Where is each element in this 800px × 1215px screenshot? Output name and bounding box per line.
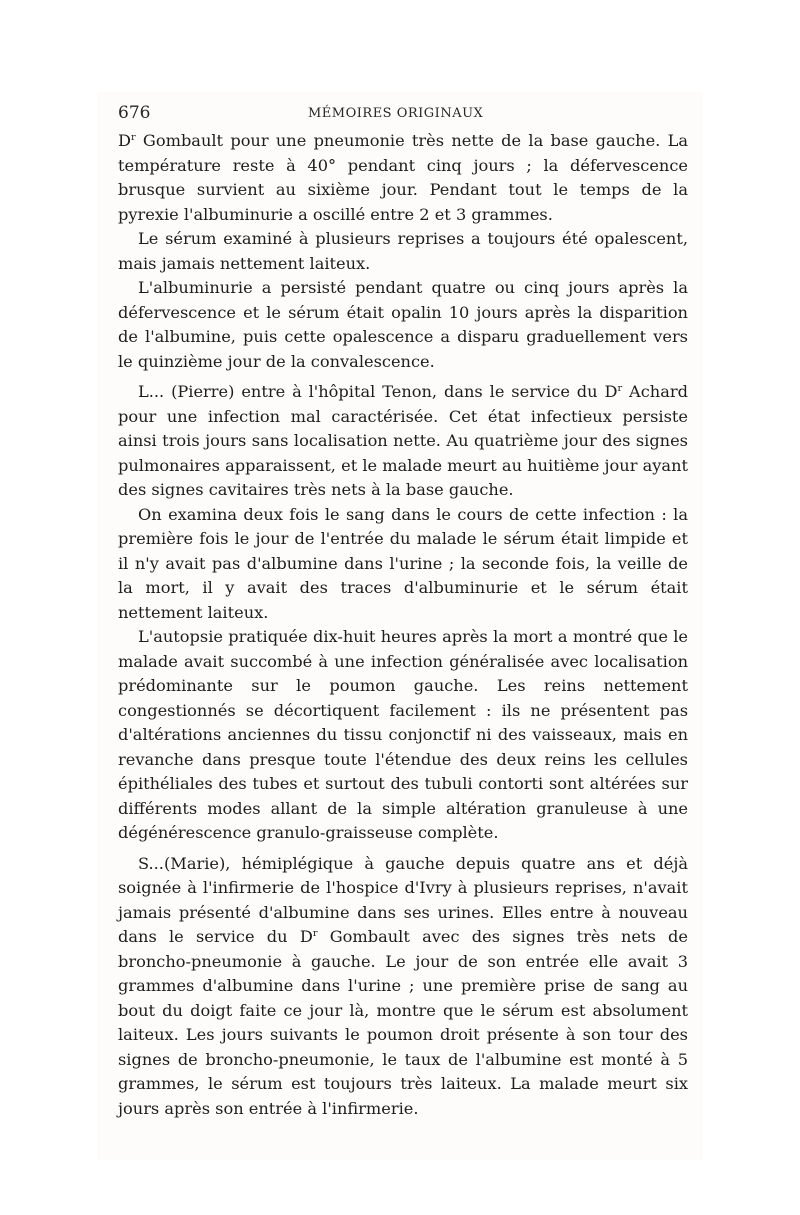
paragraph-1-title: D <box>118 131 131 150</box>
paragraph-4 <box>118 380 688 503</box>
paragraph-1-sup: r <box>130 132 136 144</box>
paragraph-1 <box>118 129 688 227</box>
paragraph-4-sup: r <box>617 383 623 395</box>
page-header <box>118 101 688 125</box>
paragraph-3: L'albuminurie a persisté pendant quatre ou cinq jours après la défervescence et le sérum était opalin 10 jours après la disparition de l'albumine, puis cette opalescence a disparu graduellement vers le quinzième jour de la convalescence. <box>118 278 688 371</box>
paragraph-4-text-after: Achard pour une infection mal caractérisée. Cet état infectieux persiste ainsi trois jours sans localisation nette. Au quatrième jour des signes pulmonaires apparaissent, et le malade meurt au huitième jour ayant des signes cavitaires très nets à la base gauche. <box>118 382 688 499</box>
paragraph-5: On examina deux fois le sang dans le cours de cette infection : la première fois le jour de l'entrée du malade le sérum était limpide et il n'y avait pas d'albumine dans l'urine ; la seconde fois, la veille de la mort, il y avait des traces d'albuminurie et le sérum était nettement laiteux. <box>118 504 688 622</box>
paragraph-7-sup: r <box>312 928 318 940</box>
running-head: MÉMOIRES ORIGINAUX <box>308 106 484 121</box>
paragraph-1-text: Gombault pour une pneumonie très nette de la base gauche. La température reste à 40° pendant cinq jours ; la défervescence brusque survient au sixième jour. Pendant tout le temps de la pyrexie l'albuminurie a oscillé entre 2 et 3 grammes. <box>118 131 688 224</box>
article-body <box>118 129 688 1121</box>
paragraph-7-text-after: Gombault avec des signes très nets de broncho-pneumonie à gauche. Le jour de son entrée elle avait 3 grammes d'albumine dans l'urine ; une première prise de sang au bout du doigt faite ce jour là, montre que le sérum est absolument laiteux. Les jours suivants le poumon droit présente à son tour des signes de broncho-pneumonie, le taux de l'albumine est monté à 5 grammes, le sérum est toujours très laiteux. La malade meurt six jours après son entrée à l'infirmerie. <box>118 927 688 1118</box>
paragraph-6: L'autopsie pratiquée dix-huit heures après la mort a montré que le malade avait succombé à une infection généralisée avec localisation prédominante sur le poumon gauche. Les reins nettement congestionnés se décortiquent facilement : ils ne présentent pas d'altérations anciennes du tissu conjonctif ni des vaisseaux, mais en revanche dans presque toute l'étendue des deux reins les cellules épithéliales des tubes et surtout des tubuli contorti sont altérées sur différents modes allant de la simple altération granuleuse à une dégénérescence granulo-graisseuse complète. <box>118 627 688 842</box>
page-number: 676 <box>118 103 151 123</box>
paragraph-7 <box>118 852 688 1122</box>
paragraph-2: Le sérum examiné à plusieurs reprises a toujours été opalescent, mais jamais nettement laiteux. <box>118 229 688 273</box>
paragraph-4-text-before: L... (Pierre) entre à l'hôpital Tenon, dans le service du D <box>138 382 618 401</box>
paragraph-7-text-before: S...(Marie), hémiplégique à gauche depuis quatre ans et déjà soignée à l'infirmerie de l'hospice d'Ivry à plusieurs reprises, n'avait jamais présenté d'albumine dans ses urines. Elles entre à nouveau dans le service du D <box>118 853 688 946</box>
